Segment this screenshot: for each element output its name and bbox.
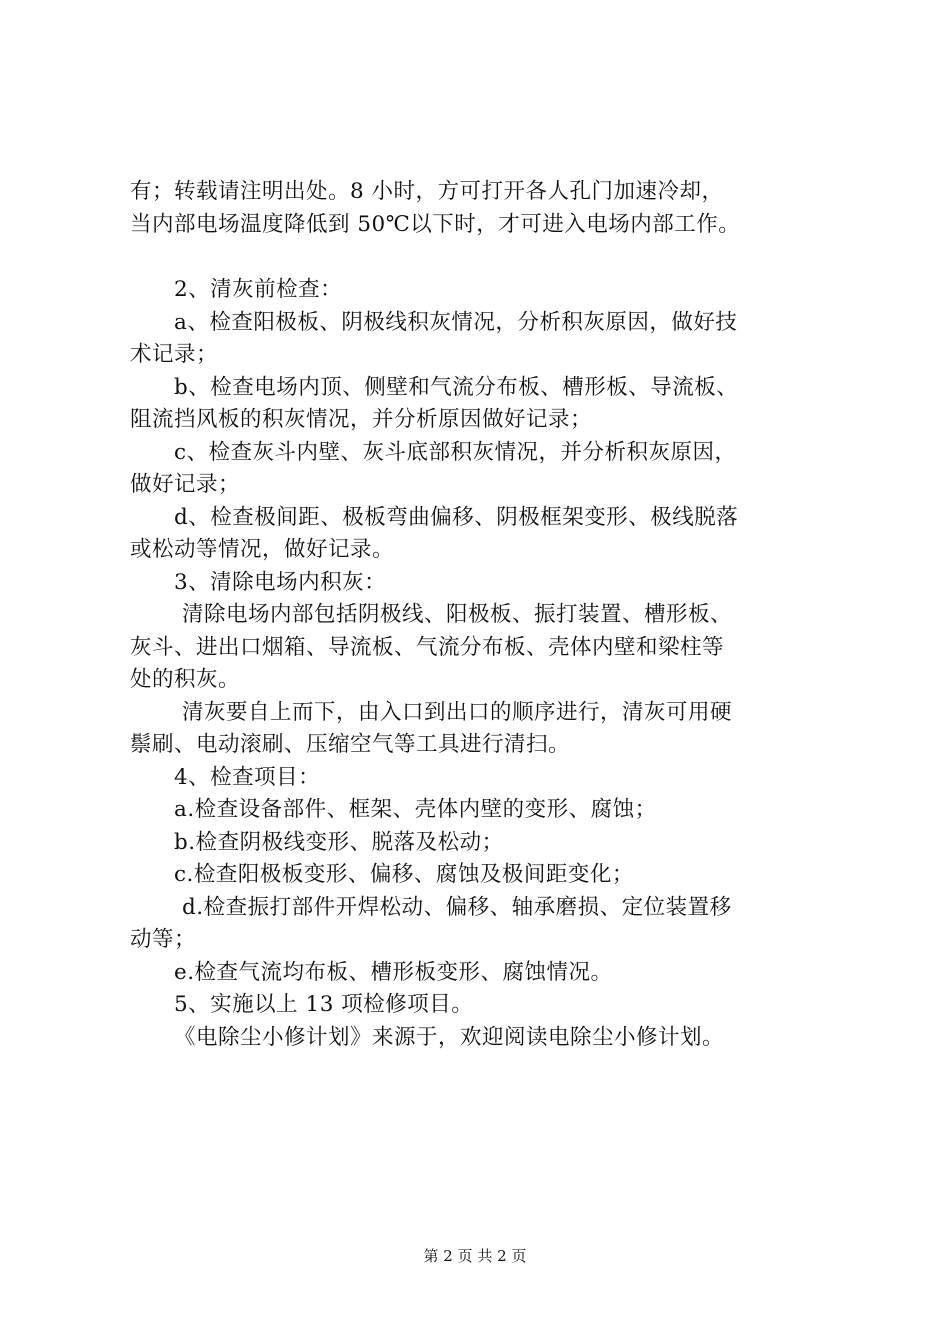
document-body (130, 176, 830, 1054)
text-line: d.检查振打部件开焊松动、偏移、轴承磨损、定位装置移 (182, 894, 732, 920)
text-line: 清灰要自上而下，由入口到出口的顺序进行，清灰可用硬 (182, 699, 733, 725)
text-line: 清除电场内部包括阴极线、阳极板、振打装置、槽形板、 (182, 602, 733, 627)
text-line: 当内部电场温度降低到 50℃以下时，才可进入电场内部工作。 (130, 211, 741, 237)
text-line: b.检查阴极线变形、脱落及松动； (174, 829, 504, 855)
text-line: 灰斗、进出口烟箱、导流板、气流分布板、壳体内壁和梁柱等 (130, 634, 725, 660)
text-line: a.检查设备部件、框架、壳体内壁的变形、腐蚀； (174, 797, 657, 822)
text-line: a、检查阳极板、阴极线积灰情况，分析积灰原因，做好技 (174, 309, 738, 335)
text-line: 有；转载请注明出处。8 小时，方可打开各人孔门加速冷却， (130, 179, 724, 204)
section-heading: 5、实施以上 13 项检修项目。 (174, 992, 474, 1017)
text-line: b、检查电场内顶、侧壁和气流分布板、槽形板、导流板、 (174, 374, 739, 400)
text-line: e.检查气流均布板、槽形板变形、腐蚀情况。 (174, 959, 613, 985)
text-line: 阻流挡风板的积灰情况，并分析原因做好记录； (130, 407, 593, 432)
text-line: 动等； (130, 927, 197, 952)
text-line: 《电除尘小修计划》来源于，欢迎阅读电除尘小修计划。 (174, 1024, 725, 1050)
text-line: 或松动等情况，做好记录。 (130, 537, 395, 562)
blank-line (130, 241, 830, 274)
page-number: 第 2 页 共 2 页 (423, 1247, 527, 1265)
text-line: 鬃刷、电动滚刷、压缩空气等工具进行清扫。 (130, 732, 571, 757)
section-heading: 2、清灰前检查： (174, 277, 343, 302)
text-line: 做好记录； (130, 472, 241, 497)
text-line: 处的积灰。 (130, 667, 241, 692)
text-line: d、检查极间距、极板弯曲偏移、阴极框架变形、极线脱落 (174, 504, 739, 530)
section-heading: 3、清除电场内积灰： (174, 569, 387, 595)
text-line: 术记录； (130, 342, 219, 367)
text-line: c.检查阳极板变形、偏移、腐蚀及极间距变化； (174, 862, 634, 887)
section-heading: 4、检查项目： (174, 764, 321, 790)
text-line: c、检查灰斗内壁、灰斗底部积灰情况，并分析积灰原因， (174, 439, 737, 465)
